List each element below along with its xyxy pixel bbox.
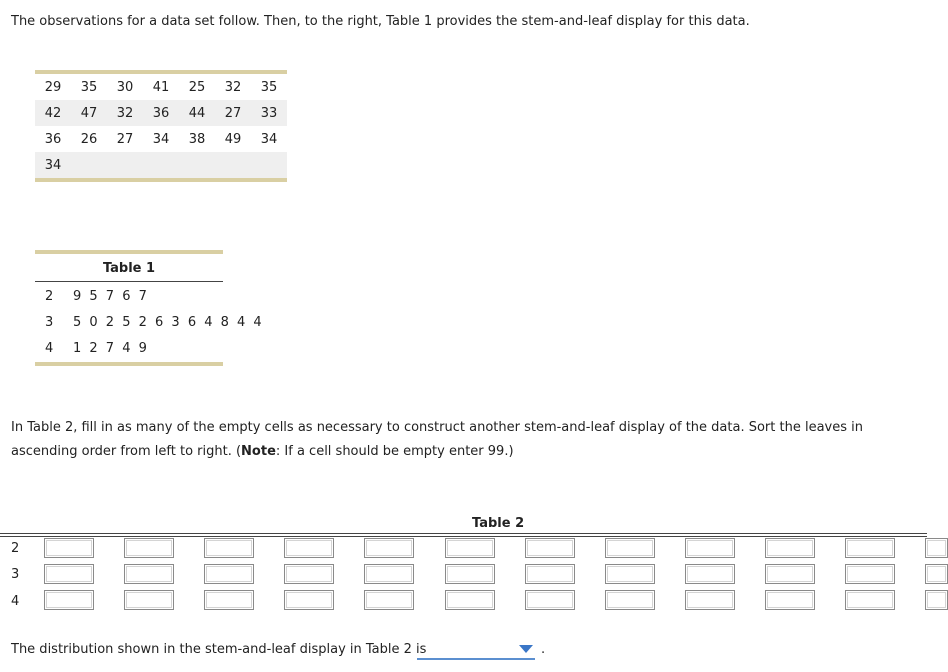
table-2-stem: 4 bbox=[11, 594, 20, 609]
leaf-input[interactable] bbox=[765, 590, 815, 610]
leaf-input[interactable] bbox=[605, 564, 655, 584]
observation-cell: 34 bbox=[35, 152, 71, 180]
leaf-input[interactable] bbox=[124, 538, 174, 558]
table-row bbox=[35, 126, 287, 152]
observation-cell: 34 bbox=[152, 131, 170, 147]
leaf-input[interactable] bbox=[605, 538, 655, 558]
observation-cell: 47 bbox=[71, 100, 107, 126]
table-1-stem: 4 bbox=[45, 341, 54, 356]
leaf-input[interactable] bbox=[605, 590, 655, 610]
leaf-input[interactable] bbox=[685, 564, 735, 584]
table-1-stem: 3 bbox=[45, 315, 54, 330]
observation-cell: 32 bbox=[224, 79, 242, 95]
chevron-down-icon bbox=[519, 645, 533, 653]
table-1-row bbox=[35, 336, 223, 362]
intro-text: The observations for a data set follow. Then, to the right, Table 1 provides the stem-and-leaf display for this data. bbox=[11, 14, 750, 29]
leaf-input[interactable] bbox=[925, 538, 948, 558]
observation-cell: 35 bbox=[80, 79, 98, 95]
leaf-input[interactable] bbox=[525, 538, 575, 558]
table-2-divider bbox=[0, 533, 927, 537]
observation-cell: 33 bbox=[251, 100, 287, 126]
leaf-input[interactable] bbox=[765, 538, 815, 558]
table-1 bbox=[35, 250, 264, 366]
observation-cell: 25 bbox=[188, 79, 206, 95]
observation-cell bbox=[179, 152, 215, 180]
leaf-input[interactable] bbox=[445, 590, 495, 610]
leaf-input[interactable] bbox=[925, 590, 948, 610]
observation-cell: 36 bbox=[143, 100, 179, 126]
observation-cell: 34 bbox=[260, 131, 278, 147]
observation-cell: 41 bbox=[152, 79, 170, 95]
observation-cell: 38 bbox=[188, 131, 206, 147]
leaf-input[interactable] bbox=[364, 538, 414, 558]
table-row bbox=[35, 152, 287, 180]
observation-cell: 30 bbox=[116, 79, 134, 95]
leaf-input[interactable] bbox=[44, 538, 94, 558]
observation-cell: 26 bbox=[80, 131, 98, 147]
table-2-stem: 3 bbox=[11, 567, 20, 582]
observation-cell bbox=[143, 152, 179, 180]
leaf-input[interactable] bbox=[685, 538, 735, 558]
table-2-stem: 2 bbox=[11, 541, 20, 556]
observation-cell: 36 bbox=[44, 131, 62, 147]
leaf-input[interactable] bbox=[685, 590, 735, 610]
instructions-text: In Table 2, fill in as many of the empty cells as necessary to construct another stem-and-leaf display of the data. Sort the leaves in ascending order from left to right. ( bbox=[11, 420, 863, 459]
table-2-title: Table 2 bbox=[472, 516, 525, 531]
leaf-input[interactable] bbox=[364, 590, 414, 610]
leaf-input[interactable] bbox=[124, 590, 174, 610]
distribution-text: The distribution shown in the stem-and-leaf display in Table 2 is bbox=[11, 642, 427, 657]
distribution-select[interactable] bbox=[417, 640, 535, 660]
table-1-stem: 2 bbox=[45, 289, 54, 304]
observation-cell bbox=[107, 152, 143, 180]
observation-cell: 35 bbox=[260, 79, 278, 95]
leaf-input[interactable] bbox=[525, 564, 575, 584]
leaf-input[interactable] bbox=[925, 564, 948, 584]
leaf-input[interactable] bbox=[284, 564, 334, 584]
observation-cell: 27 bbox=[116, 131, 134, 147]
instructions bbox=[11, 416, 931, 464]
observations-table bbox=[35, 70, 287, 182]
leaf-input[interactable] bbox=[845, 590, 895, 610]
table-1-leaves: 1 2 7 4 9 bbox=[73, 341, 149, 356]
observation-cell: 29 bbox=[44, 79, 62, 95]
table-1-title: Table 1 bbox=[35, 254, 223, 282]
leaf-input[interactable] bbox=[204, 538, 254, 558]
leaf-input[interactable] bbox=[364, 564, 414, 584]
leaf-input[interactable] bbox=[765, 564, 815, 584]
leaf-input[interactable] bbox=[445, 538, 495, 558]
table-1-leaves: 9 5 7 6 7 bbox=[73, 289, 149, 304]
leaf-input[interactable] bbox=[204, 590, 254, 610]
note-label: Note bbox=[241, 444, 276, 459]
leaf-input[interactable] bbox=[445, 564, 495, 584]
leaf-input[interactable] bbox=[44, 590, 94, 610]
observation-cell: 44 bbox=[179, 100, 215, 126]
observation-cell: 49 bbox=[224, 131, 242, 147]
leaf-input[interactable] bbox=[284, 538, 334, 558]
leaf-input[interactable] bbox=[845, 564, 895, 584]
observation-cell: 42 bbox=[35, 100, 71, 126]
table-row bbox=[35, 100, 287, 126]
leaf-input[interactable] bbox=[284, 590, 334, 610]
leaf-input[interactable] bbox=[525, 590, 575, 610]
leaf-input[interactable] bbox=[204, 564, 254, 584]
observation-cell bbox=[251, 152, 287, 180]
instructions-note-text: : If a cell should be empty enter 99.) bbox=[275, 444, 514, 459]
observation-cell bbox=[71, 152, 107, 180]
leaf-input[interactable] bbox=[845, 538, 895, 558]
leaf-input[interactable] bbox=[124, 564, 174, 584]
table-1-row bbox=[35, 310, 264, 336]
period: . bbox=[541, 642, 546, 657]
leaf-input[interactable] bbox=[44, 564, 94, 584]
observation-cell: 32 bbox=[107, 100, 143, 126]
table-1-row bbox=[35, 284, 223, 310]
table-row bbox=[35, 72, 287, 100]
observation-cell: 27 bbox=[215, 100, 251, 126]
table-1-leaves: 5 0 2 5 2 6 3 6 4 8 4 4 bbox=[73, 315, 264, 330]
observation-cell bbox=[215, 152, 251, 180]
